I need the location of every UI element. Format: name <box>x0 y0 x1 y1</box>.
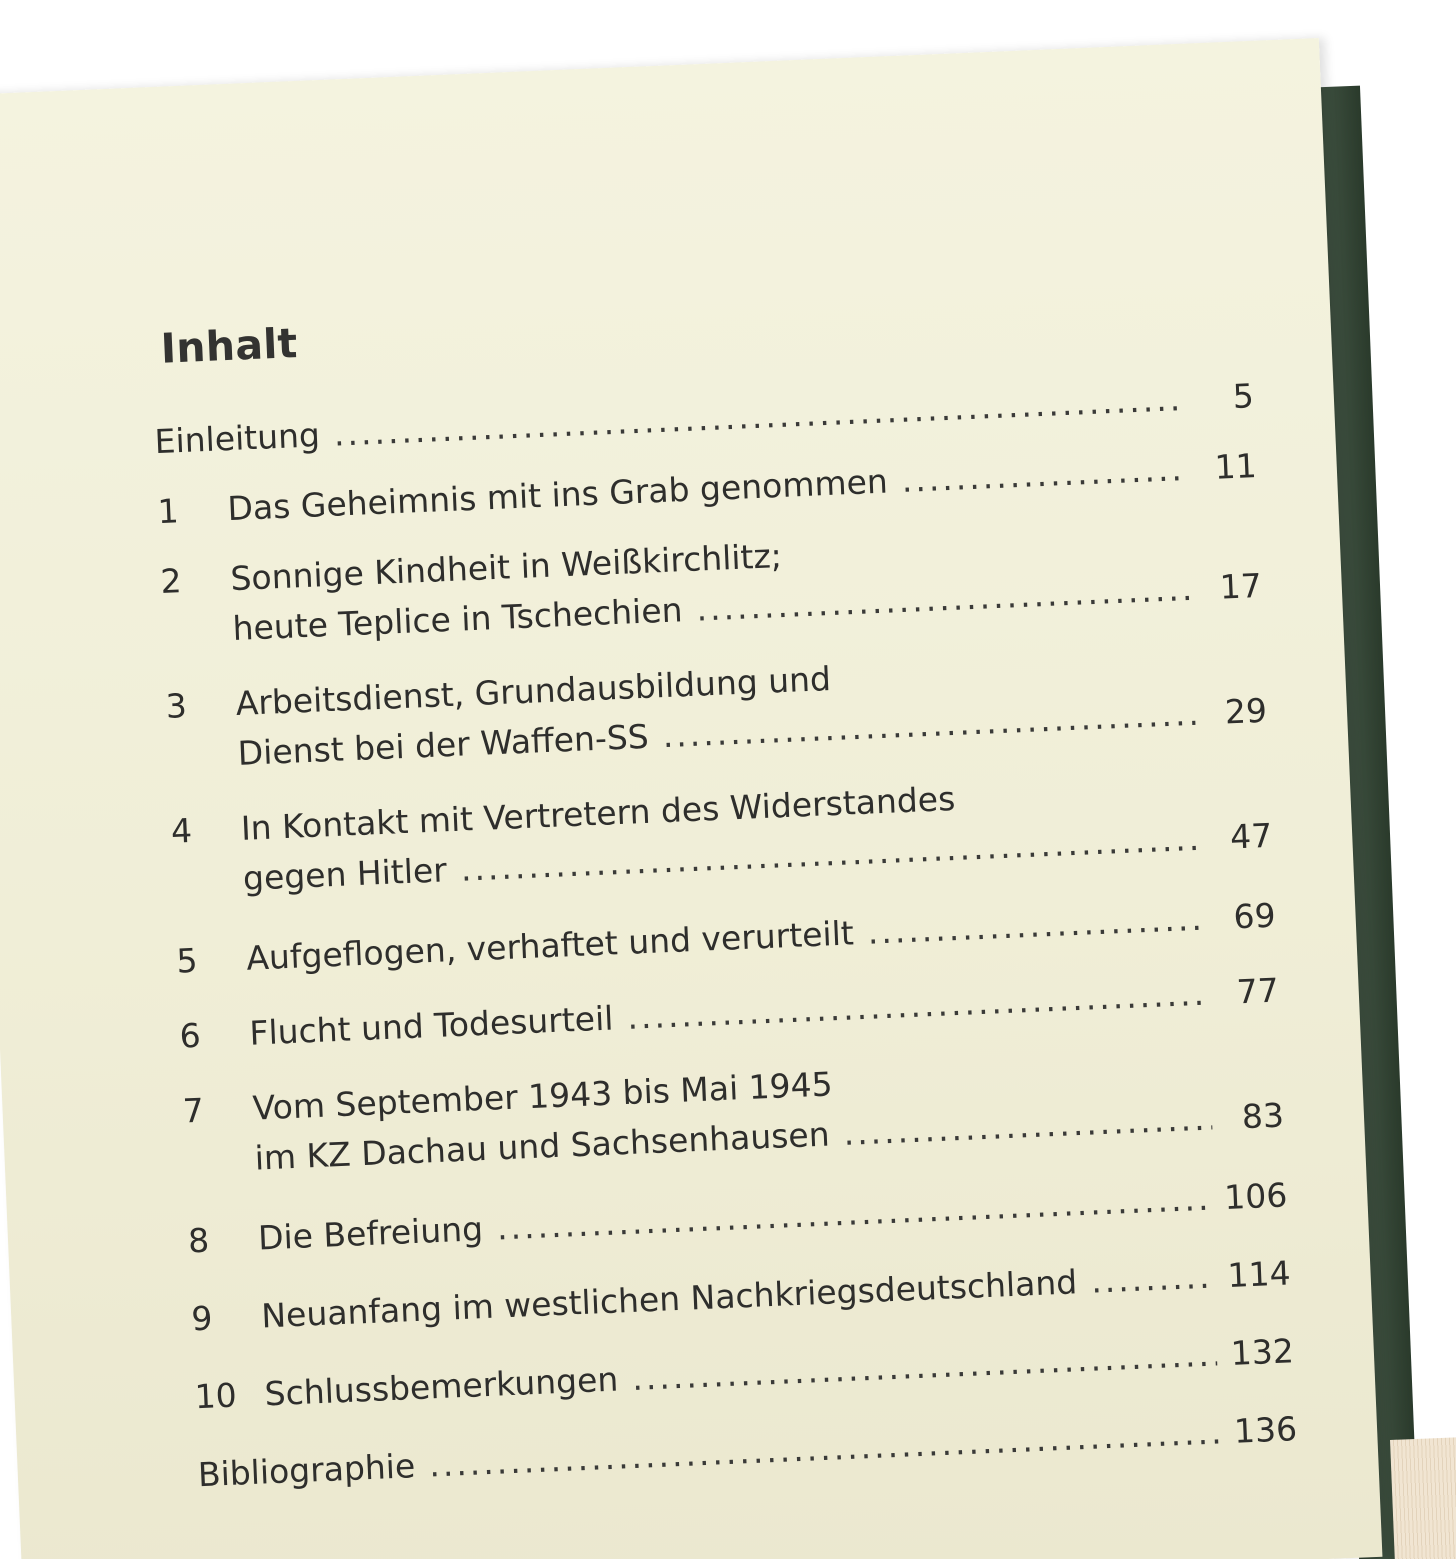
toc-entry-page: 17 <box>1218 565 1263 607</box>
toc-entry-chapter-7 <box>182 1041 1285 1187</box>
chapter-number: 10 <box>193 1375 238 1417</box>
chapter-number: 5 <box>175 940 199 981</box>
toc-entry-title: Neuanfang im westlichen Nachkriegsdeutschland <box>260 1262 1078 1336</box>
toc-entry-title-line: Dienst bei der Waffen-SS <box>236 716 650 773</box>
toc-entry-title-line: gegen Hitler <box>242 850 448 898</box>
toc-entry-title-line: Arbeitsdienst, Grundausbildung und <box>234 659 832 723</box>
toc-entry-title: Das Geheimnis mit ins Grab genommen <box>226 461 889 529</box>
toc-entry-chapter-10 <box>194 1326 1295 1422</box>
chapter-number: 3 <box>164 686 188 726</box>
toc-entry-page: 83 <box>1241 1095 1285 1137</box>
toc-entry-title-line: heute Teplice in Tschechien <box>231 590 684 649</box>
toc-entry-title: Flucht und Todesurteil <box>248 998 615 1053</box>
leader-dots <box>1090 1252 1215 1307</box>
toc-entry-page: 132 <box>1229 1331 1295 1373</box>
toc-entry-page: 29 <box>1224 690 1268 732</box>
leader-dots <box>496 1174 1211 1254</box>
toc-entry-title-line: Vom September 1943 bis Mai 1945 <box>251 1064 834 1128</box>
toc-entry-chapter-2 <box>160 511 1263 657</box>
toc-entry-page: 106 <box>1223 1175 1289 1218</box>
toc-entry-title-line: Sonnige Kindheit in Weißkirchlitz; <box>229 536 783 599</box>
toc-entry-chapter-3 <box>165 636 1268 782</box>
toc-entry-page: 11 <box>1213 446 1258 487</box>
toc-entry-chapter-4 <box>170 761 1273 907</box>
toc-entry-page: 69 <box>1232 895 1277 937</box>
leader-dots <box>333 374 1183 459</box>
toc-entry-title: Aufgeflogen, verhaftet und verurteilt <box>245 913 855 978</box>
leader-dots <box>428 1407 1221 1490</box>
toc-entry-title-line: im KZ Dachau und Sachsenhausen <box>253 1114 831 1178</box>
leader-dots <box>626 969 1208 1043</box>
toc-entry-chapter-9 <box>190 1248 1291 1344</box>
leader-dots <box>631 1329 1218 1403</box>
toc-entry-title: Schlussbemerkungen <box>263 1359 620 1414</box>
chapter-number: 7 <box>181 1090 205 1131</box>
leader-dots <box>901 444 1186 506</box>
page-edges <box>1390 1437 1456 1559</box>
toc-entry-page: 114 <box>1226 1253 1292 1295</box>
chapter-number: 9 <box>190 1298 214 1339</box>
book-page <box>0 38 1382 1559</box>
chapter-number: 1 <box>156 491 180 532</box>
chapter-number: 4 <box>170 810 193 851</box>
toc-entry-chapter-8 <box>187 1170 1288 1266</box>
chapter-number: 2 <box>159 561 183 602</box>
toc-entry-title-line: In Kontakt mit Vertretern des Widerstandes <box>240 778 956 848</box>
chapter-number: 8 <box>187 1220 210 1261</box>
toc-entry-page: 136 <box>1233 1409 1298 1451</box>
toc-entry-title: Einleitung <box>153 415 321 462</box>
toc-entry-bibliography <box>197 1404 1298 1500</box>
toc-heading: Inhalt <box>159 319 299 373</box>
chapter-number: 6 <box>178 1015 202 1056</box>
toc-entry-page: 77 <box>1235 970 1280 1012</box>
toc-entry-title: Die Befreiung <box>257 1209 484 1258</box>
toc-entry-page: 47 <box>1229 815 1273 857</box>
table-of-contents <box>0 41 1322 1559</box>
toc-entry-title: Bibliographie <box>197 1446 416 1495</box>
leader-dots <box>867 894 1205 958</box>
toc-entry-page: 5 <box>1231 376 1255 416</box>
